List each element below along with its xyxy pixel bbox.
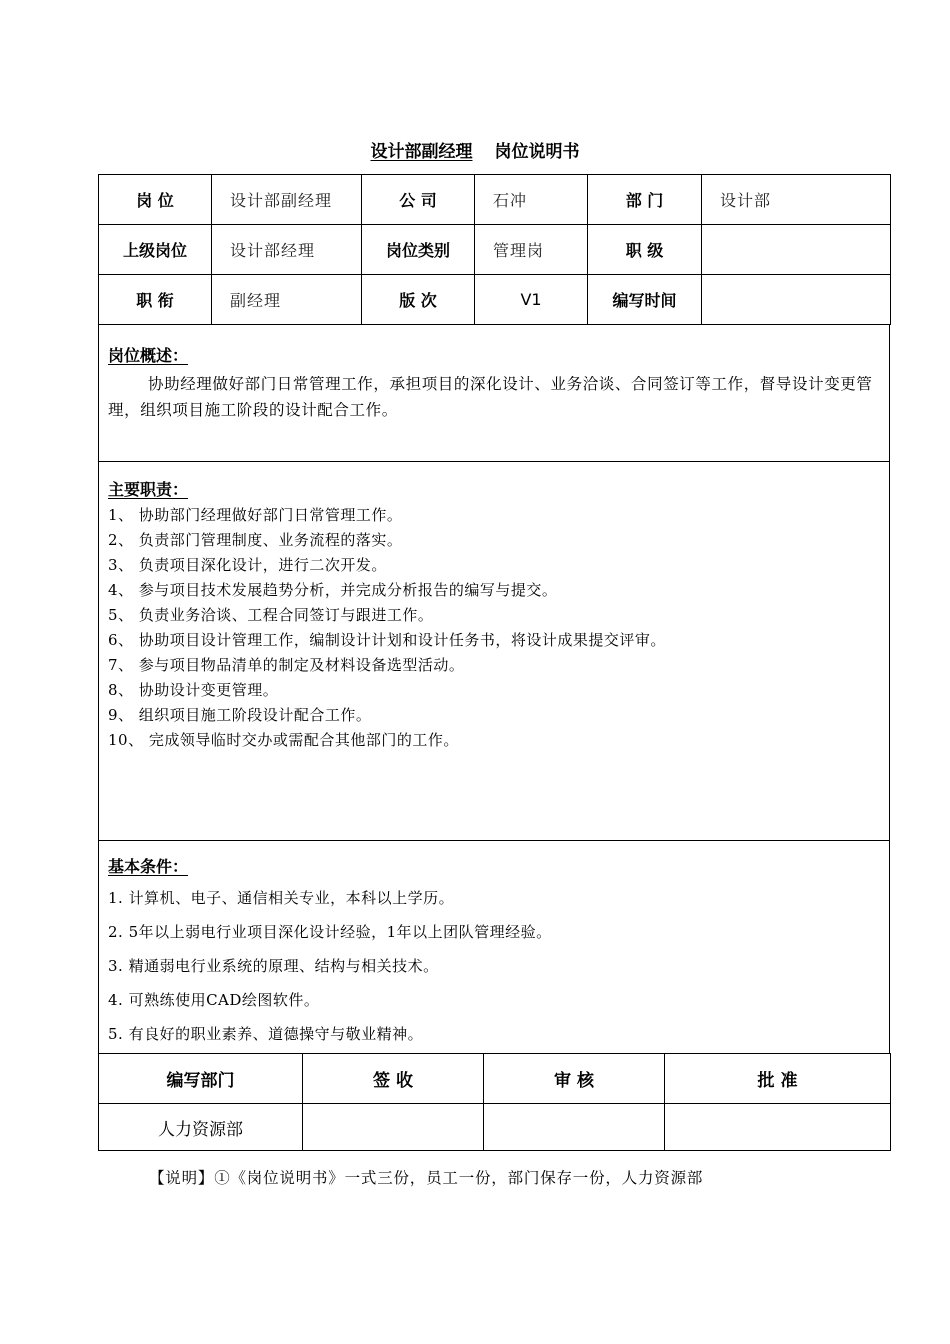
value-grade <box>702 225 891 275</box>
value-position: 设计部副经理 <box>212 175 362 225</box>
header-author-dept: 编写部门 <box>99 1054 303 1104</box>
header-review: 审 核 <box>484 1054 665 1104</box>
duty-item: 1、 协助部门经理做好部门日常管理工作。 <box>108 506 403 524</box>
value-receipt <box>303 1104 484 1151</box>
overview-heading: 岗位概述： <box>108 346 189 365</box>
condition-item: 3. 精通弱电行业系统的原理、结构与相关技术。 <box>108 957 439 975</box>
value-review <box>484 1104 665 1151</box>
condition-item: 1. 计算机、电子、通信相关专业，本科以上学历。 <box>108 889 455 907</box>
label-version: 版 次 <box>362 275 475 325</box>
footnote: 【说明】①《岗位说明书》一式三份，员工一份，部门保存一份，人力资源部 <box>149 1169 704 1187</box>
value-title: 副经理 <box>212 275 362 325</box>
document-title <box>0 137 950 162</box>
signature-table <box>98 1053 891 1151</box>
duty-item: 9、 组织项目施工阶段设计配合工作。 <box>108 706 372 724</box>
label-superior: 上级岗位 <box>99 225 212 275</box>
value-company: 石冲 <box>475 175 588 225</box>
info-row <box>99 225 891 275</box>
duty-item: 7、 参与项目物品清单的制定及材料设备选型活动。 <box>108 656 465 674</box>
conditions-section <box>98 840 890 1054</box>
duties-list <box>108 503 666 753</box>
conditions-heading: 基本条件： <box>108 857 189 876</box>
overview-text: 协助经理做好部门日常管理工作，承担项目的深化设计、业务洽谈、合同签订等工作，督导设计变更管理，组织项目施工阶段的设计配合工作。 <box>108 375 873 419</box>
label-grade: 职 级 <box>588 225 702 275</box>
duty-item: 2、 负责部门管理制度、业务流程的落实。 <box>108 531 403 549</box>
value-department: 设计部 <box>702 175 891 225</box>
label-company: 公 司 <box>362 175 475 225</box>
duty-item: 4、 参与项目技术发展趋势分析，并完成分析报告的编写与提交。 <box>108 581 558 599</box>
value-approve <box>665 1104 891 1151</box>
condition-item: 4. 可熟练使用CAD绘图软件。 <box>108 991 320 1009</box>
condition-item: 2. 5年以上弱电行业项目深化设计经验，1年以上团队管理经验。 <box>108 923 552 941</box>
title-doc-type: 岗位说明书 <box>494 142 580 162</box>
duty-item: 5、 负责业务洽谈、工程合同签订与跟进工作。 <box>108 606 434 624</box>
header-receipt: 签 收 <box>303 1054 484 1104</box>
condition-item: 5. 有良好的职业素养、道德操守与敬业精神。 <box>108 1025 424 1043</box>
duties-section <box>98 461 890 841</box>
duty-item: 6、 协助项目设计管理工作，编制设计计划和设计任务书，将设计成果提交评审。 <box>108 631 666 649</box>
overview-section <box>98 325 890 462</box>
info-row <box>99 175 891 225</box>
value-category: 管理岗 <box>475 225 588 275</box>
duty-item: 8、 协助设计变更管理。 <box>108 681 279 699</box>
duty-item: 10、 完成领导临时交办或需配合其他部门的工作。 <box>108 731 459 749</box>
duties-heading: 主要职责： <box>108 480 189 499</box>
label-written-time: 编写时间 <box>588 275 702 325</box>
title-position: 设计部副经理 <box>370 142 473 162</box>
info-row <box>99 275 891 325</box>
label-position: 岗 位 <box>99 175 212 225</box>
duty-item: 3、 负责项目深化设计，进行二次开发。 <box>108 556 387 574</box>
value-version: V1 <box>475 275 588 325</box>
position-info-table <box>98 174 891 325</box>
label-category: 岗位类别 <box>362 225 475 275</box>
label-title: 职 衔 <box>99 275 212 325</box>
header-approve: 批 准 <box>665 1054 891 1104</box>
value-superior: 设计部经理 <box>212 225 362 275</box>
label-department: 部 门 <box>588 175 702 225</box>
signature-header-row <box>99 1054 891 1104</box>
value-author-dept: 人力资源部 <box>99 1104 303 1151</box>
value-written-time <box>702 275 891 325</box>
signature-value-row <box>99 1104 891 1151</box>
conditions-list <box>108 881 552 1051</box>
